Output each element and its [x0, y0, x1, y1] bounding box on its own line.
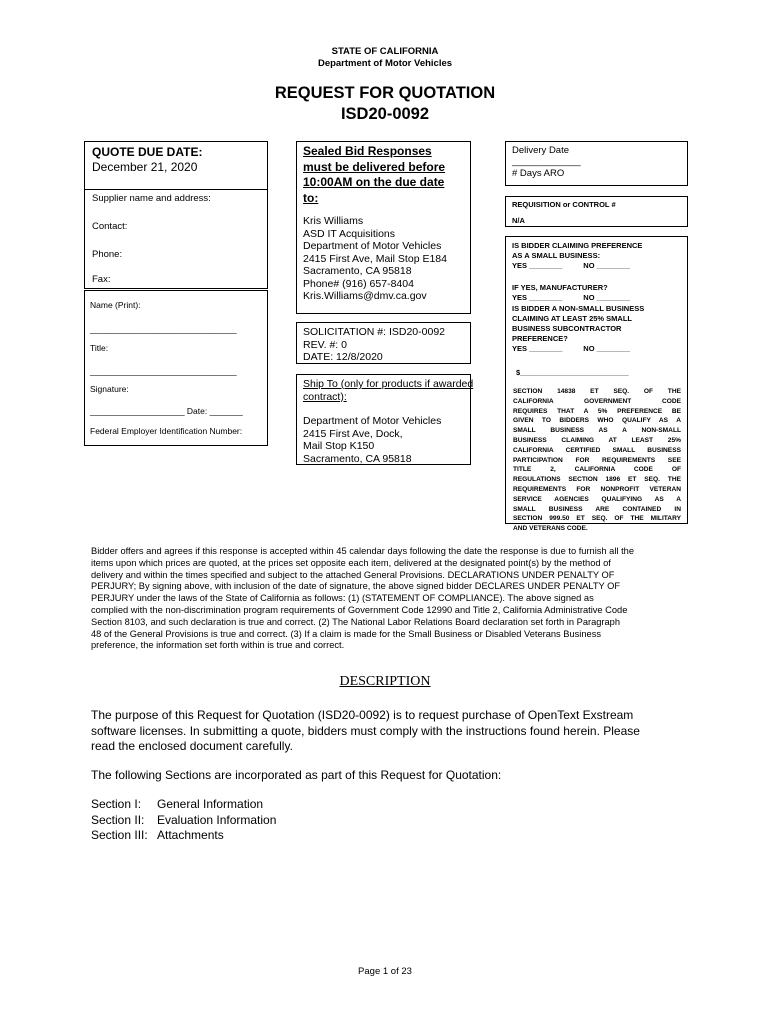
section-name: General Information [157, 797, 264, 811]
ship-to-line: Ship To (only for products if awarded [303, 378, 474, 390]
section-item [91, 813, 276, 829]
legal-line: REQUIREMENTS FOR NONPROFIT VETERAN [513, 485, 681, 493]
declaration-line: preference, the information set forth within is true and correct. [91, 640, 345, 651]
name-print-line: _______________________________ [90, 324, 237, 334]
delivery-contact [303, 215, 447, 303]
ship-to-heading [303, 378, 473, 403]
ship-stop: Mail Stop K150 [303, 440, 375, 452]
yes-no-line: YES ________ NO ________ [512, 261, 631, 270]
ship-to-box [296, 374, 474, 465]
quote-due-date: December 21, 2020 [92, 160, 198, 174]
question-line: IF YES, MANUFACTURER? [512, 283, 608, 292]
title-text: REQUEST FOR QUOTATION [274, 84, 496, 102]
quote-due-label: QUOTE DUE DATE: [92, 145, 203, 159]
section-number: Section III: [91, 828, 148, 842]
legal-notice [513, 387, 681, 534]
description-paragraph [91, 708, 691, 755]
sealed-line: 10:00AM on the due date [303, 175, 445, 189]
contact-email: Kris.Williams@dmv.ca.gov [303, 290, 427, 302]
days-aro-label: # Days ARO [512, 168, 565, 179]
contact-address: 2415 First Ave, Mail Stop E184 [303, 252, 447, 265]
sections-list [91, 797, 276, 844]
question-line: PREFERENCE? [512, 334, 568, 343]
section-item [91, 797, 276, 813]
declaration-line: Section 8103, and such declaration is true and correct. (2) The National Labor Relations Board declaration set forth in Paragraph [91, 616, 621, 627]
question-line: AS A SMALL BUSINESS: [512, 251, 601, 260]
rfq-number: ISD20-0092 [340, 105, 430, 123]
delivery-date-line: _____________ [512, 156, 581, 167]
legal-line: SECTION 999.50 ET SEQ. OF THE MILITARY [513, 515, 681, 523]
legal-line: PARTICIPATION FOR REQUIREMENTS SEE [513, 456, 681, 464]
name-print-label: Name (Print): [90, 300, 141, 310]
solicitation-number: SOLICITATION #: ISD20-0092 [303, 326, 445, 338]
sealed-line: Sealed Bid Responses [303, 144, 432, 158]
dollar-amount-line: $__________________________ [516, 368, 629, 377]
fein-label: Federal Employer Identification Number: [90, 426, 243, 436]
document-title [0, 83, 770, 125]
declaration-line: PERJURY under the laws of the State of California as follows: (1) (STATEMENT OF COMPLIANCE). The above signed as [91, 593, 594, 604]
section-item [91, 828, 276, 844]
description-heading: DESCRIPTION [339, 674, 431, 689]
yes-no-line: YES ________ NO ________ [512, 293, 631, 302]
section-number: Section II: [91, 812, 145, 827]
legal-line: BUSINESS CLAIMING AT LEAST 25% [513, 436, 681, 444]
ship-to-line: contract): [303, 390, 347, 403]
page-number: Page 1 of 23 [358, 966, 412, 977]
legal-line: SMALL BUSINESS AS A NON-SMALL [513, 427, 681, 435]
contact-phone: Phone# (916) 657-8404 [303, 277, 414, 290]
declaration-line: Bidder offers and agrees if this response is accepted within 45 calendar days following the date the response is due to furnish all the [91, 546, 634, 556]
declaration-line: complied with the non-discrimination program requirements of Government Code 12990 and Title 2, California Administrative Code [91, 604, 628, 615]
paragraph-line: The purpose of this Request for Quotation (ISD20-0092) is to request purchase of OpenText Exstream [91, 708, 634, 722]
ship-dept: Department of Motor Vehicles [303, 415, 442, 427]
ship-city: Sacramento, CA 95818 [303, 452, 412, 465]
ship-address: 2415 First Ave, Dock, [303, 427, 403, 440]
solicitation-date: DATE: 12/8/2020 [303, 351, 383, 363]
sections-intro: The following Sections are incorporated as part of this Request for Quotation: [91, 768, 502, 782]
small-business-box [505, 236, 688, 533]
title-label: Title: [90, 343, 109, 353]
yes-no-line: YES ________ NO ________ [512, 344, 631, 353]
legal-line: GIVEN TO BIDDERS WHO QUALIFY AS A [513, 417, 681, 425]
legal-line: REGULATIONS SECTION 1896 ET SEQ. THE [513, 476, 681, 484]
contact-name: Kris Williams [303, 215, 364, 227]
contact-unit: ASD IT Acquisitions [303, 227, 396, 240]
paragraph-line: software licenses. In submitting a quote, bidders must comply with the instructions found herein. Please [91, 723, 640, 738]
signature-box [84, 290, 268, 446]
legal-line: AND VETERANS CODE. [513, 525, 588, 533]
agency-department: Department of Motor Vehicles [317, 58, 453, 69]
question-line: CLAIMING AT LEAST 25% SMALL [512, 314, 632, 323]
legal-line: REQUIRES THAT A 5% PREFERENCE BE [513, 407, 681, 415]
legal-line: SECTION 14838 ET SEQ. OF THE [513, 388, 681, 395]
section-name: Evaluation Information [157, 812, 277, 827]
non-small-business-question [512, 304, 644, 354]
agency-header [0, 46, 770, 70]
declaration-line: 48 of the General Provisions is true and correct. (3) If a claim is made for the Small Business or Disabled Veterans Business [91, 628, 602, 639]
divider [84, 189, 268, 190]
requisition-label: REQUISITION or CONTROL # [512, 200, 616, 209]
small-business-question [512, 241, 642, 271]
section-name: Attachments [157, 828, 224, 842]
delivery-date-box [505, 141, 688, 186]
contact-label: Contact: [92, 221, 128, 232]
quote-due-box [84, 141, 268, 289]
declaration-line: delivery and within the times specified and subject to the attached General Provisions. DECLARATIONS UNDER PENALTY OF [91, 569, 615, 580]
legal-line: CALIFORNIA GOVERNMENT CODE [513, 397, 681, 405]
legal-line: CALIFORNIA CERTIFIED SMALL BUSINESS [513, 446, 681, 454]
solicitation-box [296, 322, 471, 364]
question-line: BUSINESS SUBCONTRACTOR [512, 324, 622, 333]
legal-line: SMALL BUSINESS ARE CONTAINED IN [513, 505, 681, 513]
delivery-date-label: Delivery Date [512, 145, 570, 156]
sealed-line: to: [303, 190, 319, 205]
revision-number: REV. #: 0 [303, 338, 347, 351]
declaration-line: items upon which prices are quoted, at the prices set opposite each item, delivered at the designated point(s) by the method of [91, 557, 611, 568]
question-line: IS BIDDER CLAIMING PREFERENCE [512, 241, 643, 250]
title-line: _______________________________ [90, 366, 237, 376]
sealed-bid-heading [303, 144, 445, 206]
legal-line: SERVICE AGENCIES QUALIFYING AS A [513, 495, 681, 503]
contact-dept: Department of Motor Vehicles [303, 240, 442, 252]
bidder-declaration [91, 546, 679, 652]
signature-label: Signature: [90, 384, 129, 394]
section-number: Section I: [91, 797, 142, 811]
signature-date-line: ____________________ Date: _______ [90, 406, 243, 416]
declaration-line: PERJURY; By signing above, with inclusion of the date of signature, the above signed bidder DECLARES UNDER PENALTY OF [91, 581, 621, 592]
agency-state: STATE OF CALIFORNIA [331, 46, 439, 57]
manufacturer-question [512, 283, 630, 303]
sealed-bid-box [296, 141, 471, 314]
question-line: IS BIDDER A NON-SMALL BUSINESS [512, 304, 645, 313]
contact-city: Sacramento, CA 95818 [303, 265, 412, 277]
legal-line: TITLE 2, CALIFORNIA CODE OF [513, 466, 681, 474]
sealed-line: must be delivered before [303, 159, 446, 174]
requisition-box [505, 196, 688, 227]
phone-label: Phone: [92, 249, 123, 260]
solicitation-info [303, 326, 445, 364]
supplier-label: Supplier name and address: [92, 193, 211, 204]
fax-label: Fax: [92, 274, 111, 285]
requisition-value: N/A [512, 216, 525, 225]
paragraph-line: read the enclosed document carefully. [91, 739, 293, 753]
ship-to-address [303, 415, 441, 465]
